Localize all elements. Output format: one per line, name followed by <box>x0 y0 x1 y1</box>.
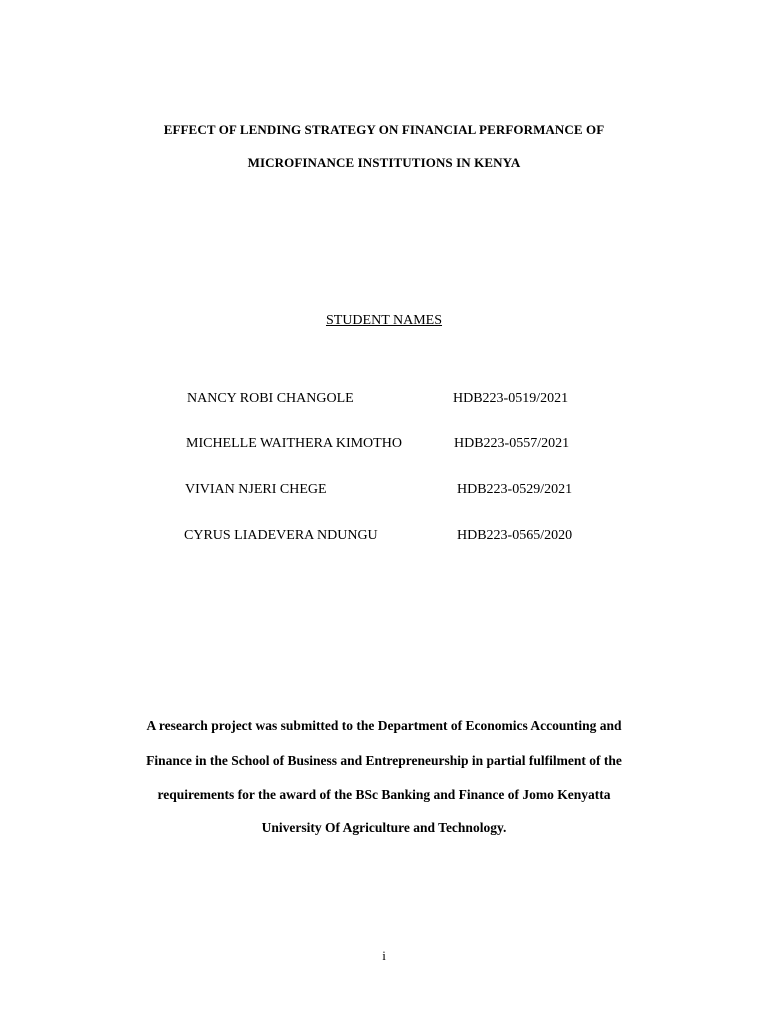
submission-statement-line-2: Finance in the School of Business and Entrepreneurship in partial fulfilment of the <box>146 753 622 768</box>
student-name: VIVIAN NJERI CHEGE <box>185 482 327 497</box>
student-id: HDB223-0519/2021 <box>453 391 569 406</box>
page-number: i <box>382 948 386 963</box>
submission-statement-line-3: requirements for the award of the BSc Banking and Finance of Jomo Kenyatta <box>157 787 611 802</box>
document-title-line-1: EFFECT OF LENDING STRATEGY ON FINANCIAL PERFORMANCE OF <box>163 122 605 137</box>
submission-statement-line-1: A research project was submitted to the Department of Economics Accounting and <box>146 718 622 733</box>
student-name: MICHELLE WAITHERA KIMOTHO <box>186 436 402 451</box>
student-names-heading: STUDENT NAMES <box>325 313 443 328</box>
document-title-line-2: MICROFINANCE INSTITUTIONS IN KENYA <box>247 155 521 170</box>
submission-statement-line-4: University Of Agriculture and Technology. <box>261 820 507 835</box>
student-name: NANCY ROBI CHANGOLE <box>187 391 354 406</box>
student-id: HDB223-0529/2021 <box>457 482 573 497</box>
student-name: CYRUS LIADEVERA NDUNGU <box>184 528 378 543</box>
student-id: HDB223-0565/2020 <box>457 528 573 543</box>
student-id: HDB223-0557/2021 <box>454 436 570 451</box>
